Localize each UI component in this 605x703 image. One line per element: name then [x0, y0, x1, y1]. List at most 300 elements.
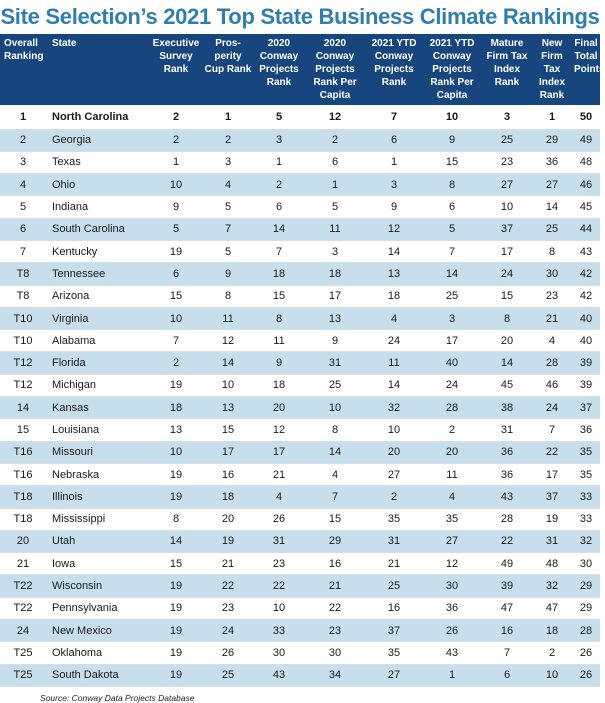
cell-overall-rank: T25 [0, 642, 46, 664]
cell-prosperity-cup-rank: 19 [202, 530, 254, 552]
cell-2021-ytd-projects-per-capita: 2 [422, 419, 482, 441]
cell-2020-projects-rank: 26 [254, 508, 304, 530]
cell-2020-projects-rank: 5 [254, 105, 304, 129]
table-row [0, 553, 600, 575]
cell-overall-rank: 7 [0, 240, 46, 262]
table-row [0, 330, 600, 352]
cell-2021-ytd-projects-per-capita: 11 [422, 463, 482, 485]
cell-2020-projects-rank: 10 [254, 597, 304, 619]
column-header-executive-survey-rank: Executive Survey Rank [152, 38, 200, 75]
cell-executive-survey-rank: 18 [150, 397, 202, 419]
cell-2020-projects-rank: 7 [254, 240, 304, 262]
cell-new-firm-tax-rank: 28 [532, 352, 572, 374]
cell-state: Florida [46, 352, 150, 374]
cell-2021-ytd-projects-rank: 25 [366, 575, 422, 597]
cell-overall-rank: 2 [0, 129, 46, 151]
cell-2021-ytd-projects-rank: 12 [366, 218, 422, 240]
source-note: Source: Conway Data Projects Database [40, 692, 195, 703]
cell-2020-projects-per-capita: 21 [304, 575, 366, 597]
table-row [0, 352, 600, 374]
cell-prosperity-cup-rank: 18 [202, 486, 254, 508]
cell-new-firm-tax-rank: 22 [532, 441, 572, 463]
cell-mature-firm-tax-rank: 14 [482, 352, 532, 374]
table-row [0, 597, 600, 619]
cell-state: Illinois [46, 486, 150, 508]
cell-new-firm-tax-rank: 2 [532, 642, 572, 664]
cell-mature-firm-tax-rank: 49 [482, 553, 532, 575]
cell-prosperity-cup-rank: 23 [202, 597, 254, 619]
cell-2021-ytd-projects-per-capita: 7 [422, 240, 482, 262]
cell-mature-firm-tax-rank: 27 [482, 174, 532, 196]
cell-executive-survey-rank: 15 [150, 285, 202, 307]
cell-executive-survey-rank: 15 [150, 553, 202, 575]
column-header-2021-ytd-conway-projects-rank: 2021 YTD Conway Projects Rank [371, 38, 417, 88]
cell-final-total-points: 26 [572, 642, 600, 664]
cell-2020-projects-per-capita: 2 [304, 129, 366, 151]
cell-new-firm-tax-rank: 27 [532, 174, 572, 196]
cell-executive-survey-rank: 10 [150, 174, 202, 196]
cell-2020-projects-per-capita: 25 [304, 374, 366, 396]
cell-final-total-points: 29 [572, 597, 600, 619]
cell-overall-rank: T8 [0, 263, 46, 285]
cell-2020-projects-per-capita: 18 [304, 263, 366, 285]
cell-state: Kansas [46, 397, 150, 419]
cell-prosperity-cup-rank: 16 [202, 463, 254, 485]
cell-2020-projects-per-capita: 15 [304, 508, 366, 530]
cell-2020-projects-rank: 9 [254, 352, 304, 374]
table-row [0, 374, 600, 396]
cell-prosperity-cup-rank: 13 [202, 397, 254, 419]
table-row [0, 174, 600, 196]
cell-2020-projects-rank: 11 [254, 330, 304, 352]
cell-2020-projects-rank: 30 [254, 642, 304, 664]
cell-prosperity-cup-rank: 9 [202, 263, 254, 285]
cell-2021-ytd-projects-per-capita: 30 [422, 575, 482, 597]
cell-2020-projects-rank: 21 [254, 463, 304, 485]
cell-2020-projects-rank: 20 [254, 397, 304, 419]
table-row [0, 105, 600, 129]
cell-final-total-points: 40 [572, 330, 600, 352]
cell-mature-firm-tax-rank: 45 [482, 374, 532, 396]
cell-mature-firm-tax-rank: 6 [482, 664, 532, 686]
cell-mature-firm-tax-rank: 24 [482, 263, 532, 285]
cell-state: Pennsylvania [46, 597, 150, 619]
cell-2021-ytd-projects-per-capita: 25 [422, 285, 482, 307]
cell-final-total-points: 26 [572, 664, 600, 686]
cell-2020-projects-rank: 33 [254, 620, 304, 642]
cell-2021-ytd-projects-rank: 11 [366, 352, 422, 374]
cell-2021-ytd-projects-rank: 35 [366, 642, 422, 664]
cell-2021-ytd-projects-rank: 14 [366, 240, 422, 262]
cell-2021-ytd-projects-per-capita: 17 [422, 330, 482, 352]
cell-executive-survey-rank: 10 [150, 307, 202, 329]
cell-new-firm-tax-rank: 24 [532, 397, 572, 419]
cell-executive-survey-rank: 2 [150, 105, 202, 129]
cell-overall-rank: T22 [0, 597, 46, 619]
cell-2021-ytd-projects-per-capita: 8 [422, 174, 482, 196]
cell-mature-firm-tax-rank: 3 [482, 105, 532, 129]
cell-state: Mississippi [46, 508, 150, 530]
cell-overall-rank: T22 [0, 575, 46, 597]
cell-2020-projects-rank: 4 [254, 486, 304, 508]
cell-new-firm-tax-rank: 21 [532, 307, 572, 329]
cell-state: South Carolina [46, 218, 150, 240]
cell-executive-survey-rank: 19 [150, 642, 202, 664]
cell-final-total-points: 36 [572, 419, 600, 441]
cell-executive-survey-rank: 5 [150, 218, 202, 240]
cell-2020-projects-rank: 8 [254, 307, 304, 329]
cell-prosperity-cup-rank: 8 [202, 285, 254, 307]
cell-executive-survey-rank: 2 [150, 129, 202, 151]
cell-prosperity-cup-rank: 7 [202, 218, 254, 240]
cell-new-firm-tax-rank: 46 [532, 374, 572, 396]
cell-mature-firm-tax-rank: 28 [482, 508, 532, 530]
cell-new-firm-tax-rank: 1 [532, 105, 572, 129]
cell-2021-ytd-projects-per-capita: 9 [422, 129, 482, 151]
cell-2021-ytd-projects-rank: 24 [366, 330, 422, 352]
table-row [0, 441, 600, 463]
column-header-2021-ytd-conway-projects-rank-per-capita: 2021 YTD Conway Projects Rank Per Capita [429, 38, 475, 101]
cell-2021-ytd-projects-per-capita: 12 [422, 553, 482, 575]
table-row [0, 218, 600, 240]
column-header-final-total-points: Final Total Points [574, 38, 605, 75]
cell-final-total-points: 48 [572, 151, 600, 173]
cell-2021-ytd-projects-rank: 10 [366, 419, 422, 441]
cell-2021-ytd-projects-per-capita: 6 [422, 196, 482, 218]
table-row [0, 664, 600, 686]
cell-2020-projects-per-capita: 7 [304, 486, 366, 508]
table-row [0, 240, 600, 262]
cell-2020-projects-per-capita: 22 [304, 597, 366, 619]
cell-2020-projects-per-capita: 6 [304, 151, 366, 173]
cell-executive-survey-rank: 19 [150, 374, 202, 396]
cell-new-firm-tax-rank: 37 [532, 486, 572, 508]
cell-2021-ytd-projects-per-capita: 4 [422, 486, 482, 508]
cell-final-total-points: 39 [572, 352, 600, 374]
cell-mature-firm-tax-rank: 36 [482, 463, 532, 485]
cell-2021-ytd-projects-rank: 3 [366, 174, 422, 196]
cell-new-firm-tax-rank: 32 [532, 575, 572, 597]
cell-2020-projects-per-capita: 11 [304, 218, 366, 240]
table-row [0, 642, 600, 664]
cell-2020-projects-per-capita: 34 [304, 664, 366, 686]
cell-2020-projects-per-capita: 1 [304, 174, 366, 196]
cell-state: Michigan [46, 374, 150, 396]
cell-overall-rank: T25 [0, 664, 46, 686]
cell-2021-ytd-projects-per-capita: 14 [422, 263, 482, 285]
cell-mature-firm-tax-rank: 36 [482, 441, 532, 463]
cell-2021-ytd-projects-per-capita: 35 [422, 508, 482, 530]
cell-prosperity-cup-rank: 5 [202, 196, 254, 218]
cell-2020-projects-per-capita: 30 [304, 642, 366, 664]
cell-executive-survey-rank: 19 [150, 664, 202, 686]
cell-overall-rank: 1 [0, 105, 46, 129]
table-row [0, 463, 600, 485]
cell-state: Texas [46, 151, 150, 173]
cell-new-firm-tax-rank: 23 [532, 285, 572, 307]
cell-mature-firm-tax-rank: 39 [482, 575, 532, 597]
cell-2021-ytd-projects-per-capita: 3 [422, 307, 482, 329]
cell-2021-ytd-projects-rank: 14 [366, 374, 422, 396]
cell-2021-ytd-projects-rank: 37 [366, 620, 422, 642]
cell-final-total-points: 30 [572, 553, 600, 575]
cell-2021-ytd-projects-rank: 20 [366, 441, 422, 463]
cell-executive-survey-rank: 7 [150, 330, 202, 352]
cell-executive-survey-rank: 19 [150, 620, 202, 642]
cell-2021-ytd-projects-per-capita: 20 [422, 441, 482, 463]
table-row [0, 575, 600, 597]
cell-final-total-points: 37 [572, 397, 600, 419]
cell-final-total-points: 28 [572, 620, 600, 642]
cell-prosperity-cup-rank: 17 [202, 441, 254, 463]
cell-prosperity-cup-rank: 2 [202, 129, 254, 151]
cell-2020-projects-rank: 18 [254, 263, 304, 285]
cell-new-firm-tax-rank: 31 [532, 530, 572, 552]
cell-overall-rank: 6 [0, 218, 46, 240]
cell-state: Indiana [46, 196, 150, 218]
cell-mature-firm-tax-rank: 17 [482, 240, 532, 262]
cell-overall-rank: 20 [0, 530, 46, 552]
cell-state: South Dakota [46, 664, 150, 686]
cell-state: Utah [46, 530, 150, 552]
cell-overall-rank: T10 [0, 330, 46, 352]
cell-new-firm-tax-rank: 14 [532, 196, 572, 218]
cell-2020-projects-rank: 23 [254, 553, 304, 575]
cell-overall-rank: 24 [0, 620, 46, 642]
cell-2021-ytd-projects-rank: 2 [366, 486, 422, 508]
cell-executive-survey-rank: 14 [150, 530, 202, 552]
cell-2020-projects-per-capita: 10 [304, 397, 366, 419]
cell-new-firm-tax-rank: 8 [532, 240, 572, 262]
cell-overall-rank: 21 [0, 553, 46, 575]
cell-final-total-points: 50 [572, 105, 600, 129]
cell-2021-ytd-projects-per-capita: 40 [422, 352, 482, 374]
cell-final-total-points: 29 [572, 575, 600, 597]
cell-2020-projects-rank: 18 [254, 374, 304, 396]
table-row [0, 508, 600, 530]
page-title: Site Selection’s 2021 Top State Business Climate Rankings [0, 4, 600, 29]
cell-2021-ytd-projects-rank: 35 [366, 508, 422, 530]
cell-executive-survey-rank: 19 [150, 240, 202, 262]
cell-overall-rank: 14 [0, 397, 46, 419]
cell-2021-ytd-projects-rank: 21 [366, 553, 422, 575]
cell-new-firm-tax-rank: 10 [532, 664, 572, 686]
cell-state: Louisiana [46, 419, 150, 441]
cell-2020-projects-per-capita: 12 [304, 105, 366, 129]
cell-mature-firm-tax-rank: 31 [482, 419, 532, 441]
cell-new-firm-tax-rank: 36 [532, 151, 572, 173]
cell-overall-rank: 4 [0, 174, 46, 196]
cell-state: Arizona [46, 285, 150, 307]
cell-prosperity-cup-rank: 4 [202, 174, 254, 196]
cell-new-firm-tax-rank: 4 [532, 330, 572, 352]
cell-2020-projects-rank: 43 [254, 664, 304, 686]
cell-2020-projects-per-capita: 29 [304, 530, 366, 552]
cell-2021-ytd-projects-per-capita: 36 [422, 597, 482, 619]
cell-prosperity-cup-rank: 5 [202, 240, 254, 262]
cell-mature-firm-tax-rank: 23 [482, 151, 532, 173]
cell-state: North Carolina [46, 105, 150, 129]
cell-2021-ytd-projects-per-capita: 43 [422, 642, 482, 664]
cell-2020-projects-rank: 22 [254, 575, 304, 597]
cell-state: Nebraska [46, 463, 150, 485]
cell-2021-ytd-projects-per-capita: 26 [422, 620, 482, 642]
cell-prosperity-cup-rank: 14 [202, 352, 254, 374]
cell-final-total-points: 35 [572, 441, 600, 463]
cell-prosperity-cup-rank: 11 [202, 307, 254, 329]
cell-2021-ytd-projects-per-capita: 1 [422, 664, 482, 686]
cell-overall-rank: 15 [0, 419, 46, 441]
cell-2020-projects-per-capita: 14 [304, 441, 366, 463]
column-header-prosperity-cup-rank: Pros-perity Cup Rank [204, 38, 252, 75]
cell-final-total-points: 49 [572, 129, 600, 151]
cell-2021-ytd-projects-per-capita: 28 [422, 397, 482, 419]
cell-executive-survey-rank: 19 [150, 463, 202, 485]
cell-2020-projects-per-capita: 16 [304, 553, 366, 575]
cell-overall-rank: T18 [0, 508, 46, 530]
table-row [0, 285, 600, 307]
cell-state: New Mexico [46, 620, 150, 642]
cell-2020-projects-rank: 14 [254, 218, 304, 240]
cell-prosperity-cup-rank: 26 [202, 642, 254, 664]
cell-new-firm-tax-rank: 29 [532, 129, 572, 151]
cell-final-total-points: 46 [572, 174, 600, 196]
cell-prosperity-cup-rank: 12 [202, 330, 254, 352]
cell-final-total-points: 32 [572, 530, 600, 552]
cell-new-firm-tax-rank: 25 [532, 218, 572, 240]
rankings-table [0, 34, 605, 687]
column-header-overall-ranking: Overall Ranking [4, 38, 44, 62]
cell-overall-rank: T8 [0, 285, 46, 307]
table-body [0, 105, 600, 686]
cell-overall-rank: 3 [0, 151, 46, 173]
cell-2020-projects-per-capita: 17 [304, 285, 366, 307]
cell-overall-rank: T16 [0, 463, 46, 485]
table-row [0, 263, 600, 285]
table-row [0, 419, 600, 441]
table-row [0, 307, 600, 329]
cell-executive-survey-rank: 2 [150, 352, 202, 374]
cell-mature-firm-tax-rank: 15 [482, 285, 532, 307]
cell-2020-projects-rank: 12 [254, 419, 304, 441]
cell-overall-rank: T12 [0, 352, 46, 374]
cell-2021-ytd-projects-rank: 6 [366, 129, 422, 151]
cell-overall-rank: T12 [0, 374, 46, 396]
cell-2020-projects-per-capita: 13 [304, 307, 366, 329]
cell-prosperity-cup-rank: 15 [202, 419, 254, 441]
cell-new-firm-tax-rank: 30 [532, 263, 572, 285]
table-row [0, 129, 600, 151]
cell-2021-ytd-projects-rank: 27 [366, 664, 422, 686]
cell-2020-projects-per-capita: 5 [304, 196, 366, 218]
cell-final-total-points: 33 [572, 486, 600, 508]
cell-2021-ytd-projects-per-capita: 10 [422, 105, 482, 129]
cell-executive-survey-rank: 10 [150, 441, 202, 463]
cell-prosperity-cup-rank: 22 [202, 575, 254, 597]
header-row [0, 34, 600, 105]
cell-2021-ytd-projects-per-capita: 15 [422, 151, 482, 173]
cell-mature-firm-tax-rank: 47 [482, 597, 532, 619]
cell-2021-ytd-projects-rank: 31 [366, 530, 422, 552]
cell-2020-projects-rank: 3 [254, 129, 304, 151]
cell-2021-ytd-projects-rank: 27 [366, 463, 422, 485]
cell-state: Iowa [46, 553, 150, 575]
cell-2020-projects-rank: 15 [254, 285, 304, 307]
cell-mature-firm-tax-rank: 37 [482, 218, 532, 240]
cell-mature-firm-tax-rank: 10 [482, 196, 532, 218]
cell-state: Alabama [46, 330, 150, 352]
cell-2020-projects-rank: 2 [254, 174, 304, 196]
table-row [0, 620, 600, 642]
cell-overall-rank: T18 [0, 486, 46, 508]
cell-final-total-points: 42 [572, 263, 600, 285]
column-header-new-firm-tax-index-rank: New Firm Tax Index Rank [538, 38, 566, 101]
cell-mature-firm-tax-rank: 7 [482, 642, 532, 664]
cell-final-total-points: 33 [572, 508, 600, 530]
cell-2021-ytd-projects-rank: 4 [366, 307, 422, 329]
cell-prosperity-cup-rank: 24 [202, 620, 254, 642]
column-header-2020-conway-projects-rank-per-capita: 2020 Conway Projects Rank Per Capita [313, 38, 357, 101]
cell-prosperity-cup-rank: 25 [202, 664, 254, 686]
cell-final-total-points: 44 [572, 218, 600, 240]
cell-2020-projects-per-capita: 8 [304, 419, 366, 441]
table-row [0, 530, 600, 552]
cell-new-firm-tax-rank: 48 [532, 553, 572, 575]
cell-final-total-points: 42 [572, 285, 600, 307]
cell-executive-survey-rank: 13 [150, 419, 202, 441]
column-header-2020-conway-projects-rank: 2020 Conway Projects Rank [259, 38, 299, 88]
cell-mature-firm-tax-rank: 20 [482, 330, 532, 352]
cell-final-total-points: 35 [572, 463, 600, 485]
cell-2020-projects-rank: 31 [254, 530, 304, 552]
cell-prosperity-cup-rank: 20 [202, 508, 254, 530]
cell-new-firm-tax-rank: 19 [532, 508, 572, 530]
cell-mature-firm-tax-rank: 16 [482, 620, 532, 642]
cell-state: Tennessee [46, 263, 150, 285]
cell-2020-projects-per-capita: 3 [304, 240, 366, 262]
cell-overall-rank: T16 [0, 441, 46, 463]
column-header-mature-firm-tax-index-rank: Mature Firm Tax Index Rank [486, 38, 528, 88]
cell-2020-projects-rank: 6 [254, 196, 304, 218]
cell-mature-firm-tax-rank: 22 [482, 530, 532, 552]
cell-prosperity-cup-rank: 21 [202, 553, 254, 575]
cell-2021-ytd-projects-per-capita: 5 [422, 218, 482, 240]
cell-executive-survey-rank: 8 [150, 508, 202, 530]
cell-executive-survey-rank: 19 [150, 597, 202, 619]
cell-prosperity-cup-rank: 1 [202, 105, 254, 129]
cell-state: Kentucky [46, 240, 150, 262]
cell-2020-projects-per-capita: 9 [304, 330, 366, 352]
table-row [0, 397, 600, 419]
cell-state: Oklahoma [46, 642, 150, 664]
cell-prosperity-cup-rank: 10 [202, 374, 254, 396]
cell-2021-ytd-projects-per-capita: 24 [422, 374, 482, 396]
cell-2021-ytd-projects-per-capita: 27 [422, 530, 482, 552]
cell-new-firm-tax-rank: 17 [532, 463, 572, 485]
cell-final-total-points: 39 [572, 374, 600, 396]
table-row [0, 486, 600, 508]
cell-2021-ytd-projects-rank: 18 [366, 285, 422, 307]
cell-2021-ytd-projects-rank: 16 [366, 597, 422, 619]
cell-new-firm-tax-rank: 47 [532, 597, 572, 619]
cell-mature-firm-tax-rank: 43 [482, 486, 532, 508]
cell-executive-survey-rank: 9 [150, 196, 202, 218]
table-row [0, 151, 600, 173]
cell-final-total-points: 45 [572, 196, 600, 218]
cell-2021-ytd-projects-rank: 1 [366, 151, 422, 173]
cell-executive-survey-rank: 19 [150, 486, 202, 508]
cell-2020-projects-rank: 1 [254, 151, 304, 173]
